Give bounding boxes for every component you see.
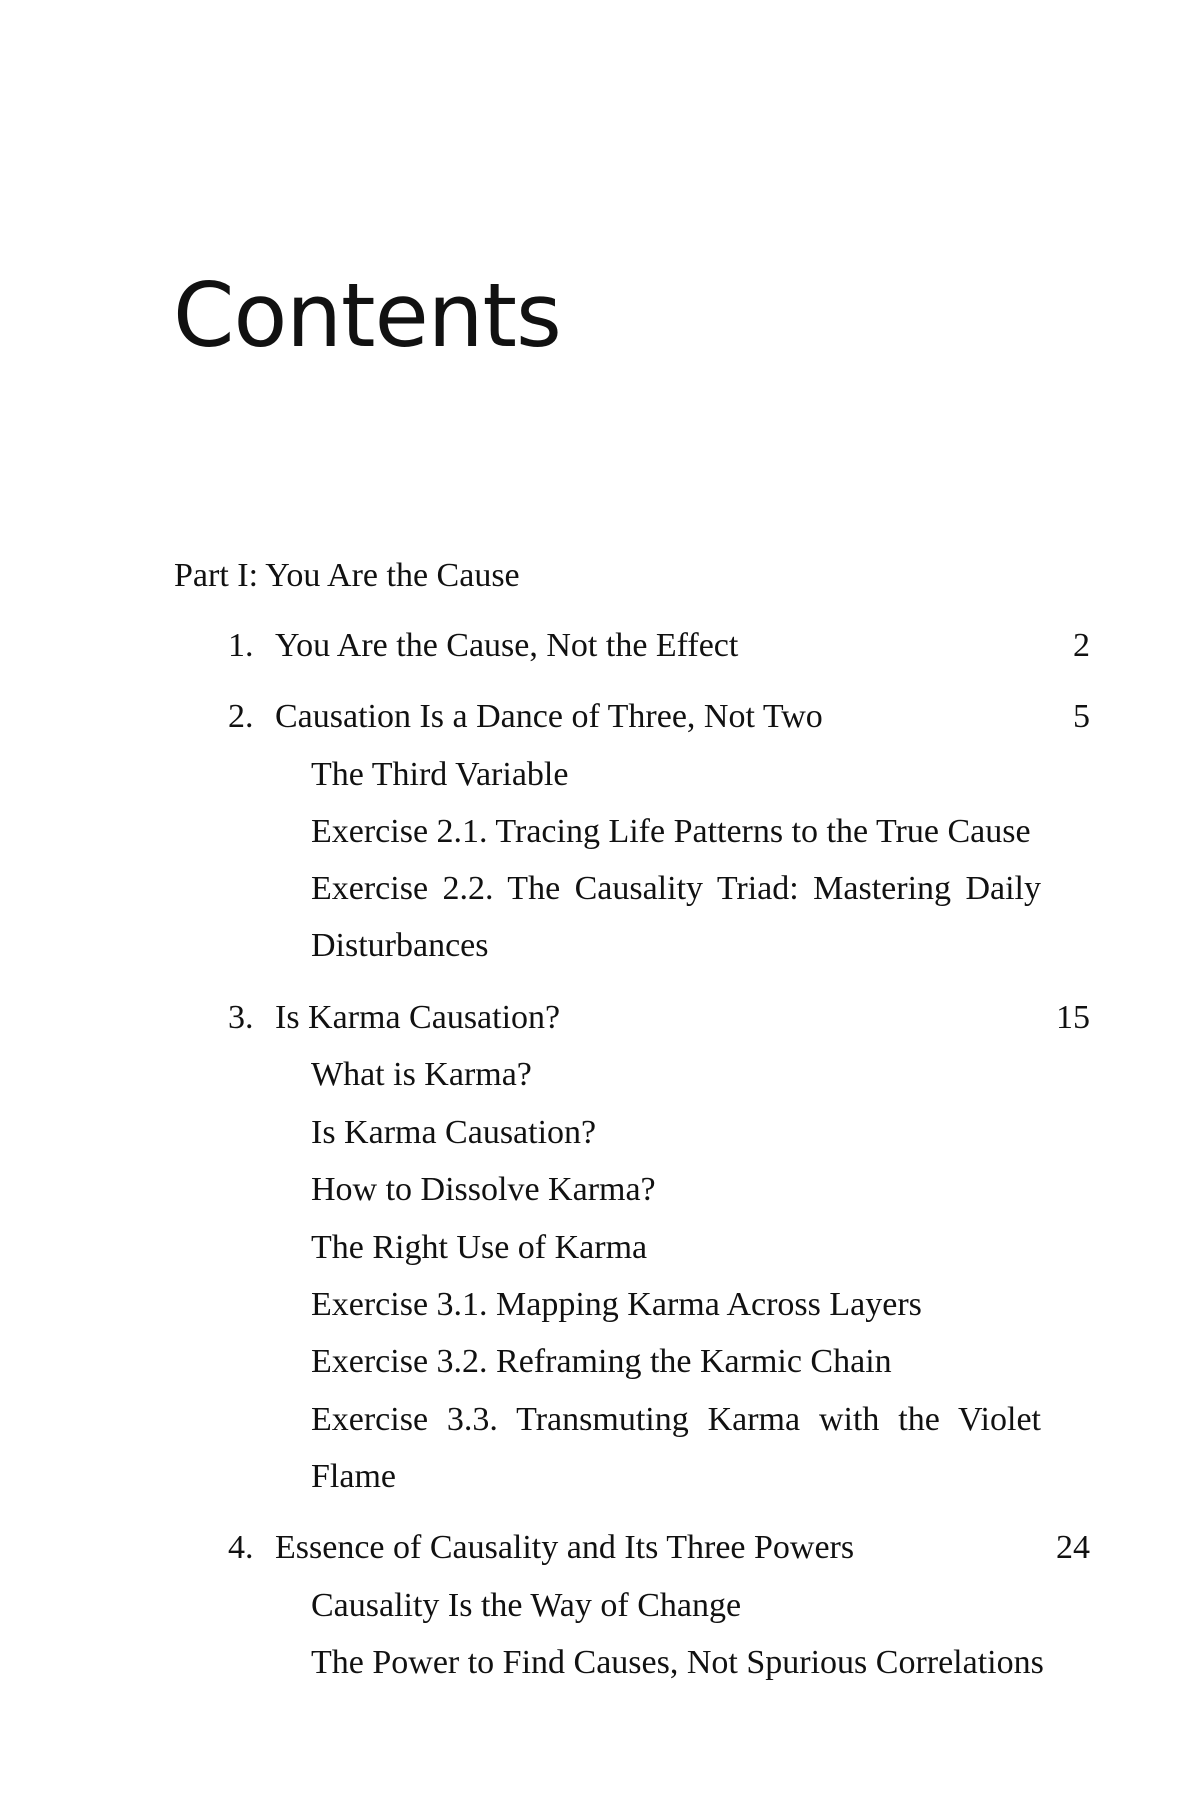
toc-section[interactable]: The Third Variable [311, 756, 569, 793]
chapter-title: Is Karma Causation? [275, 999, 561, 1036]
toc-section-continuation[interactable]: Flame [311, 1458, 396, 1495]
toc-section[interactable]: The Power to Find Causes, Not Spurious Correlations [311, 1644, 1044, 1681]
toc-chapter-1[interactable] [0, 626, 1200, 666]
toc-chapter-3[interactable] [0, 998, 1200, 1038]
toc-chapter-2[interactable] [0, 697, 1200, 737]
toc-chapter-4[interactable] [0, 1528, 1200, 1568]
toc-section-continuation[interactable]: Disturbances [311, 927, 489, 964]
chapter-number: 1. [228, 627, 254, 664]
toc-section[interactable]: The Right Use of Karma [311, 1229, 648, 1266]
chapter-title: You Are the Cause, Not the Effect [275, 627, 739, 664]
chapter-number: 2. [228, 698, 254, 735]
toc-section[interactable]: Exercise 3.1. Mapping Karma Across Layers [311, 1286, 922, 1323]
chapter-page-number: 15 [1056, 999, 1090, 1036]
toc-section[interactable]: Exercise 3.3. Transmuting Karma with the Violet [311, 1401, 1041, 1438]
toc-section[interactable]: Is Karma Causation? [311, 1114, 597, 1151]
page-title: Contents [173, 264, 561, 367]
chapter-title: Causation Is a Dance of Three, Not Two [275, 698, 823, 735]
chapter-number: 3. [228, 999, 254, 1036]
toc-section[interactable]: Exercise 2.2. The Causality Triad: Mastering Daily [311, 870, 1041, 907]
chapter-page-number: 5 [1073, 698, 1090, 735]
toc-section[interactable]: What is Karma? [311, 1056, 532, 1093]
chapter-page-number: 24 [1056, 1529, 1090, 1566]
toc-section[interactable]: Exercise 3.2. Reframing the Karmic Chain [311, 1343, 892, 1380]
chapter-number: 4. [228, 1529, 254, 1566]
toc-section[interactable]: Causality Is the Way of Change [311, 1587, 742, 1624]
part-title: Part I: You Are the Cause [174, 557, 520, 594]
toc-section[interactable]: Exercise 2.1. Tracing Life Patterns to the True Cause [311, 813, 1031, 850]
chapter-page-number: 2 [1073, 627, 1090, 664]
toc-section[interactable]: How to Dissolve Karma? [311, 1171, 656, 1208]
chapter-title: Essence of Causality and Its Three Powers [275, 1529, 855, 1566]
